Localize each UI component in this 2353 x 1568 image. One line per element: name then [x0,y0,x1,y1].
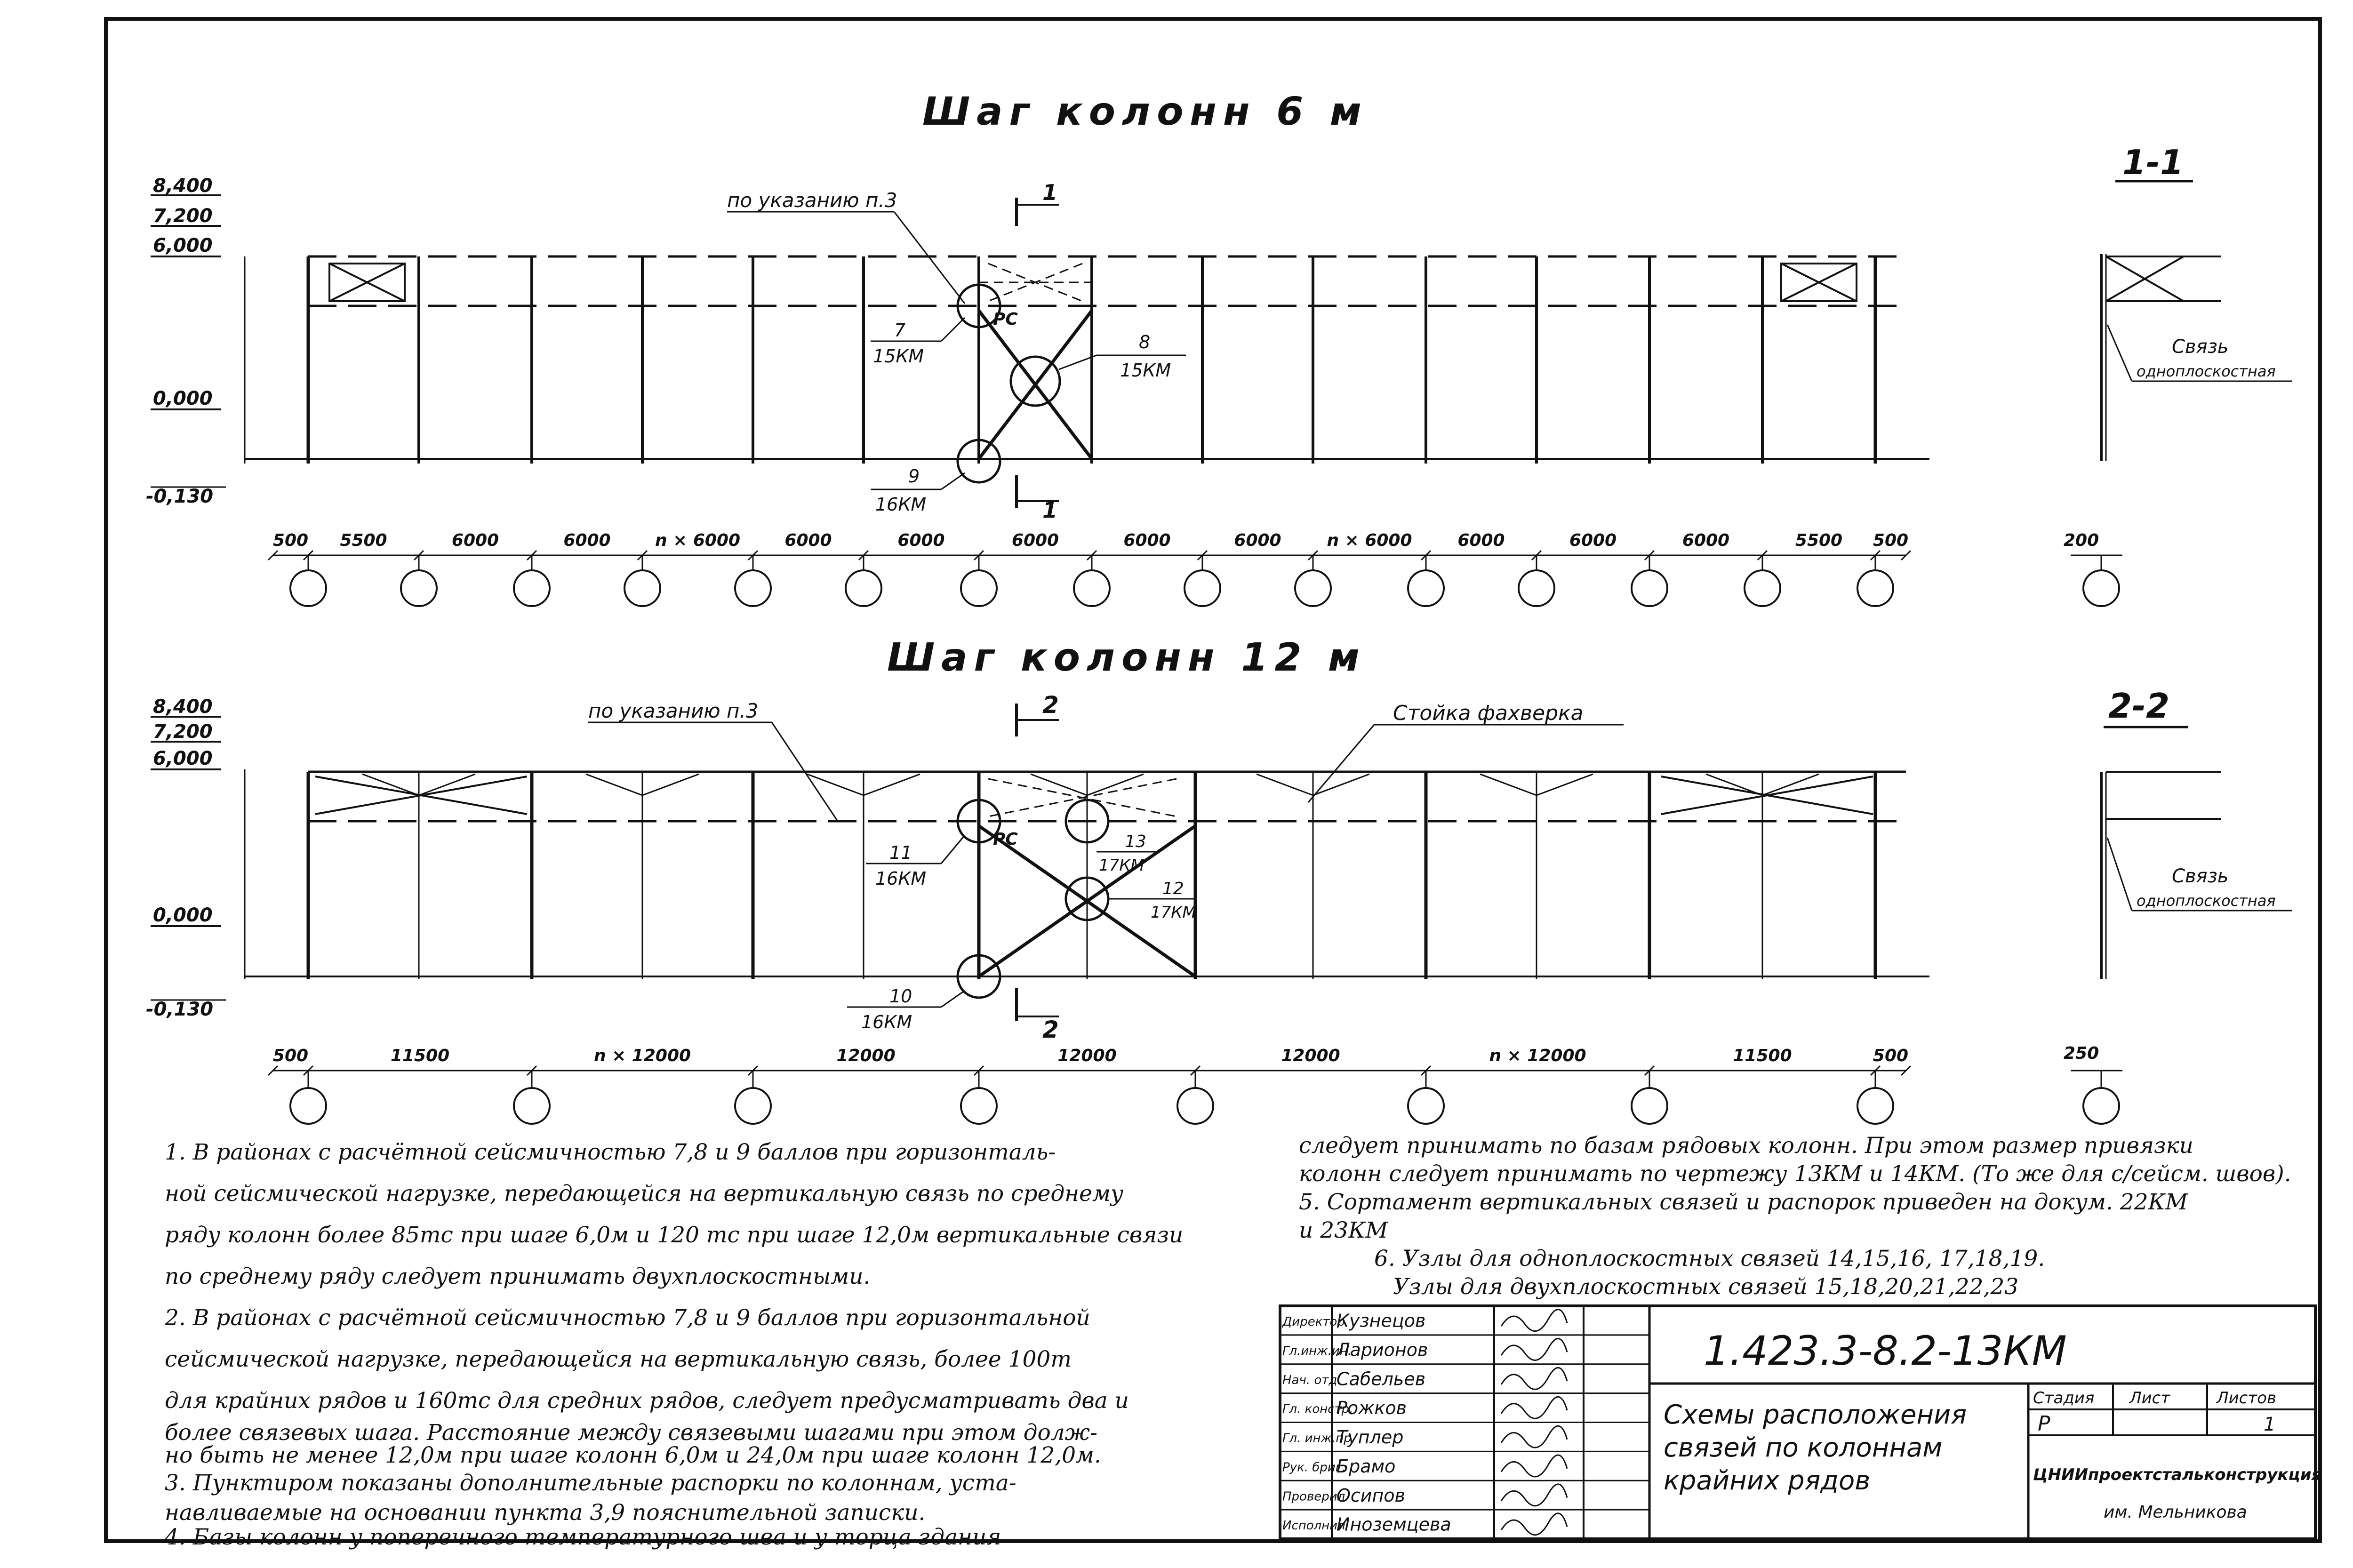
svg-text:17КМ: 17КМ [1151,903,1196,922]
stage-value: Р [2038,1412,2050,1436]
axis-bubble [1408,1088,1444,1124]
cut1-title: 1-1 [2122,143,2184,182]
note-line: 3. Пунктиром показаны дополнительные распорки по колоннам, уста- [165,1470,1016,1496]
span-dimension: 12000 [1057,1046,1117,1065]
sheet-title-line2: связей по колоннам [1664,1432,1943,1463]
axis-bubble [1295,570,1331,606]
level-7200: 7,200 [153,205,213,227]
axis-bubble [514,1088,550,1124]
org-line2: им. Мельникова [2104,1503,2247,1522]
cut1-label-1: Связь [2172,336,2229,358]
note-line: Узлы для двухплоскостных связей 15,18,20,21,22,23 [1393,1274,2019,1300]
svg-text:2: 2 [1042,691,1059,719]
axis-bubble [1074,570,1110,606]
axis-bubble [1632,570,1667,606]
axis-bubble [1519,570,1554,606]
svg-text:13: 13 [1125,832,1146,851]
section2-post-label: Стойка фахверка [1393,701,1584,725]
axis-bubble [1408,570,1444,606]
section2-node-labels [847,832,1196,1032]
svg-text:17КМ: 17КМ [1099,856,1144,875]
signature-role: Гл.инж.ин. [1282,1344,1352,1358]
signature-mark [1501,1339,1567,1360]
sheet-label: Лист [2129,1389,2170,1408]
notes-left-column [165,1132,1257,1549]
section2-axis-bubbles [290,1071,1893,1124]
svg-text:11: 11 [889,842,912,863]
node-7-num: 7 [894,320,906,341]
level-8400: 8,400 [153,175,213,197]
svg-text:2: 2 [1042,1016,1059,1043]
note-line: для крайних рядов и 160тс для средних рядов, следует предусматривать два и [165,1388,1129,1414]
svg-text:1: 1 [1042,180,1058,205]
note-line: колонн следует принимать по чертежу 13КМ и 14КМ. (То же для с/сейсм. швов). [1299,1161,2291,1187]
span-dimension: 6000 [1011,531,1059,550]
span-dimension: 6000 [1234,531,1281,550]
section2-end-braces [315,776,1873,816]
section1-node-labels [871,318,1186,515]
span-dimension: 6000 [563,531,611,550]
axis-bubble [1177,1088,1213,1124]
note-line: и 23КМ [1299,1217,1388,1243]
signature-role: Нач. отд. [1282,1373,1341,1387]
note-line: по среднему ряду следует принимать двухплоскостными. [165,1264,871,1289]
signature-mark [1501,1455,1567,1477]
span-dimension: 12000 [1281,1046,1340,1065]
note-line: навливаемые на основании пункта 3,9 пояснительной записки. [165,1500,926,1526]
axis-bubble [624,570,660,606]
node-9-num: 9 [908,466,920,487]
signature-role: Исполнил [1282,1519,1345,1533]
stage-label: Стадия [2033,1389,2095,1408]
svg-text:0,000: 0,000 [153,904,213,926]
signature-mark [1501,1397,1567,1418]
note-line: 5. Сортамент вертикальных связей и распорок приведен на докум. 22КМ [1299,1189,2188,1215]
signature-name: Брамо [1337,1456,1396,1477]
span-dimension: 5500 [1795,531,1843,550]
svg-text:Связь: Связь [2172,865,2229,887]
section1-level-marks [146,175,245,507]
sheets-value: 1 [2264,1414,2276,1435]
sheet-title-line1: Схемы расположения [1664,1400,1967,1430]
svg-text:1: 1 [1042,497,1058,523]
span-dimension: 6000 [451,531,499,550]
signature-name: Туплер [1337,1427,1404,1448]
span-dimension: n × 6000 [1327,531,1412,550]
signature-name: Осипов [1337,1485,1405,1506]
note-line: следует принимать по базам рядовых колонн. При этом размер привязки [1299,1133,2193,1159]
rs-label-2: РС [993,830,1018,849]
sheet-title-line3: крайних рядов [1664,1465,1871,1496]
signature-role: Проверил [1282,1489,1345,1504]
span-dimension: 12000 [836,1046,896,1065]
span-dimension: 5500 [340,531,387,550]
span-dimension: 6000 [897,531,945,550]
span-dimension: 500 [272,531,309,550]
org-line1: ЦНИИпроектстальконструкция [2033,1465,2322,1484]
axis-bubble [290,570,326,606]
note-line: 1. В районах с расчётной сейсмичностью 7,8 и 9 баллов при горизонталь- [165,1139,1056,1165]
span-dimension: 500 [1873,1046,1909,1065]
svg-text:16КМ: 16КМ [875,868,927,889]
axis-bubble [514,570,550,606]
note-line: ной сейсмической нагрузке, передающейся на вертикальную связь по среднему [165,1181,1124,1207]
doc-code: 1.423.3-8.2-13КМ [1704,1328,2067,1375]
note-line: сейсмической нагрузке, передающейся на вертикальную связь, более 100т [165,1346,1072,1372]
node-7-sheet: 15КМ [873,346,924,367]
span-dimension: 6000 [1123,531,1171,550]
span-dimension: 500 [1873,531,1909,550]
level-0000: 0,000 [153,388,213,409]
section1-note-label: по указанию п.3 [727,189,897,212]
svg-text:7,200: 7,200 [153,721,213,743]
cut1-view [2064,143,2292,606]
svg-text:12: 12 [1162,879,1184,898]
signature-mark [1501,1513,1567,1535]
note-line: 2. В районах с расчётной сейсмичностью 7,8 и 9 баллов при горизонтальной [165,1305,1090,1331]
level-6000: 6,000 [153,235,213,256]
section1-end-brace-right [1781,264,1857,301]
axis-bubble [846,570,881,606]
signature-mark [1501,1368,1567,1389]
span-dimension: 6000 [1569,531,1617,550]
title-block [1280,1306,2321,1539]
signature-name: Сабельев [1337,1368,1426,1390]
note-line: более связевых шага. Расстояние между связевыми шагами при этом долж- [165,1420,1097,1446]
section1-axis-bubbles [290,555,1893,606]
signature-name: Иноземцева [1337,1514,1451,1535]
axis-bubble [1632,1088,1667,1124]
signature-role: Гл. констр. [1282,1402,1353,1416]
span-dimension: 6000 [784,531,832,550]
note-line: но быть не менее 12,0м при шаге колонн 6,0м и 24,0м при шаге колонн 12,0м. [165,1442,1101,1468]
note-line: 4. Базы колонн у поперечного температурного шва и у торца здания [165,1524,1001,1550]
sheets-label: Листов [2217,1389,2277,1408]
signature-role: Гл. инж.пр. [1282,1431,1355,1446]
span-dimension: 6000 [1457,531,1505,550]
svg-text:250: 250 [2064,1044,2099,1063]
rs-label: РС [993,310,1018,329]
note-line: ряду колонн более 85тс при шаге 6,0м и 120 тс при шаге 12,0м вертикальные связи [165,1222,1184,1248]
span-dimension: n × 12000 [593,1046,691,1065]
section1-cut-marker [1016,180,1059,523]
axis-bubble [1185,570,1220,606]
section2-level-marks [146,696,245,1020]
section1-end-brace-left [329,264,405,301]
axis-bubble [290,1088,326,1124]
cut1-label-2: одноплоскостная [2137,362,2276,380]
section1-columns [308,256,1875,464]
svg-text:16КМ: 16КМ [861,1012,912,1032]
axis-bubble [401,570,437,606]
span-dimension: 500 [272,1046,309,1065]
section2-note-label: по указанию п.3 [588,699,759,722]
axis-bubble [1857,1088,1893,1124]
svg-text:8,400: 8,400 [153,696,213,718]
node-8-sheet: 15КМ [1120,360,1171,381]
signature-name: Рожков [1337,1398,1407,1419]
section2-title: Шаг колонн 12 м [887,635,1366,680]
axis-bubble [735,570,771,606]
node-8-num: 8 [1139,332,1151,352]
signature-mark [1501,1310,1567,1331]
span-dimension: 11500 [1733,1046,1792,1065]
cut2-view [2064,686,2292,1124]
axis-bubble [961,1088,997,1124]
svg-text:одноплоскостная: одноплоскостная [2137,892,2276,910]
span-dimension: n × 6000 [655,531,741,550]
signature-role: Рук. бриг. [1282,1460,1346,1475]
signature-name: Ларионов [1337,1339,1428,1360]
signature-role: Директор [1282,1315,1345,1329]
span-dimension: n × 12000 [1489,1046,1586,1065]
svg-text:-0,130: -0,130 [146,999,214,1020]
axis-bubble [961,570,997,606]
notes-right-column [1299,1132,2311,1301]
note-line: 6. Узлы для одноплоскостных связей 14,15,16, 17,18,19. [1374,1246,2045,1272]
section1-dashed-top-brace [979,264,1092,301]
signature-name: Кузнецов [1337,1310,1426,1331]
section1-title: Шаг колонн 6 м [922,89,1368,134]
signature-mark [1501,1426,1567,1448]
section2-columns [308,772,1875,979]
cut1-dim: 200 [2064,531,2099,550]
signature-mark [1501,1484,1567,1506]
svg-text:10: 10 [889,986,912,1007]
cut2-title: 2-2 [2108,686,2170,726]
axis-bubble [735,1088,771,1124]
node-8-circle [1011,357,1060,406]
axis-bubble [1745,570,1780,606]
span-dimension: 6000 [1682,531,1730,550]
level-minus-0130: -0,130 [146,486,214,507]
svg-text:6,000: 6,000 [153,748,213,769]
span-dimension: 11500 [390,1046,450,1065]
node-9-sheet: 16КМ [875,494,927,515]
axis-bubble [1857,570,1893,606]
